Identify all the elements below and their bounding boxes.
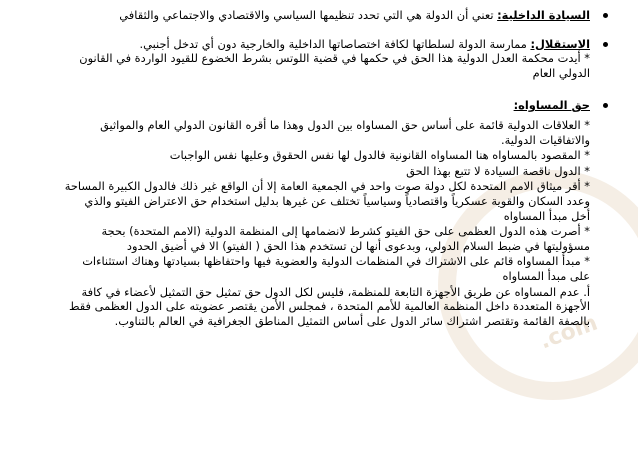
definition: ممارسة الدولة لسلطاتها لكافة اختصاصاتها الداخلية والخارجية دون أي تدخل أجنبي.: [139, 36, 531, 51]
bullet-dot: [603, 13, 608, 18]
bullet-equality: [62, 98, 610, 113]
sub-point: * الدول ناقصة السيادة لا تتبع بهذا الحق: [406, 163, 590, 178]
sub-point: * المقصود بالمساواه هنا المساواه القانونية فالدول لها نفس الحقوق وعليها نفس الواجبات: [169, 148, 590, 163]
sub-point: أ. عدم المساواه عن طريق الأجهزة التابعة للمنظمة، فليس لكل الدول حق تمثيل حق التمثيل لأعضاء في كافة الأجهزة المتعددة داخل المنظمة العالمية للأمم المتحدة ، فمجلس الأمن يقتصر عضويته على الدول العظمى فقط بالصفة القائمة وتقتصر اشتراك سائر الدول على أساس التمثيل المناطق الجغرافية في العالم بالتناوب.: [68, 284, 590, 328]
slide-content: [62, 8, 610, 329]
sub-point: * مبدأ المساواه قائم على الاشتراك في المنظمات الدولية والعضوية فيها واحتفاظها بسيادتها وهناك استثناءات على مبدأ المساواه: [82, 254, 590, 283]
term: حق المساواه:: [513, 98, 590, 113]
bullet-dot: [603, 42, 608, 47]
bullet-internal-sovereignty: [62, 8, 610, 23]
sub-point: * أصرت هذه الدول العظمى على حق الفيتو كشرط لانضمامها إلى المنظمة الدولية (الامم المتحدة) بحجة مسؤوليتها في ضبط السلام الدولي، وبدعوى أنها لن تستخدم هذا الحق ( الفيتو) الا في أضيق الحدود: [101, 224, 590, 253]
sub-point: * العلاقات الدولية قائمة على أساس حق المساواه بين الدول وهذا ما أقره القانون الدولي العام والمواثيق والاتفاقيات الدولية.: [100, 117, 590, 147]
sub-point: * أقر ميثاق الامم المتحدة لكل دولة صوت واحد في الجمعية العامة إلا أن الواقع غير ذلك فالدول الكبيرة المساحة وعدد السكان والقوية عسكرياً واقتصادياً وسياسياً تختلف عن غيرها بدليل استخدام حق الاعتراض الفيتو والذي أخل مبدأ المساواه: [64, 179, 590, 223]
sub-point: * أيدت محكمة العدل الدولية هذا الحق في حكمها في قضية اللوتس بشرط الخضوع للقيود الواردة في القانون الدولي العام: [79, 51, 590, 80]
term: السيادة الداخلية:: [497, 8, 590, 22]
bullet-dot: [603, 103, 608, 108]
watermark-text: .com: [536, 310, 601, 355]
definition: تعني أن الدولة هي التي تحدد تنظيمها السياسي والاقتصادي والاجتماعي والثقافي: [119, 8, 498, 22]
term: الاستقلال:: [530, 36, 590, 51]
bullet-independence: [62, 37, 610, 52]
